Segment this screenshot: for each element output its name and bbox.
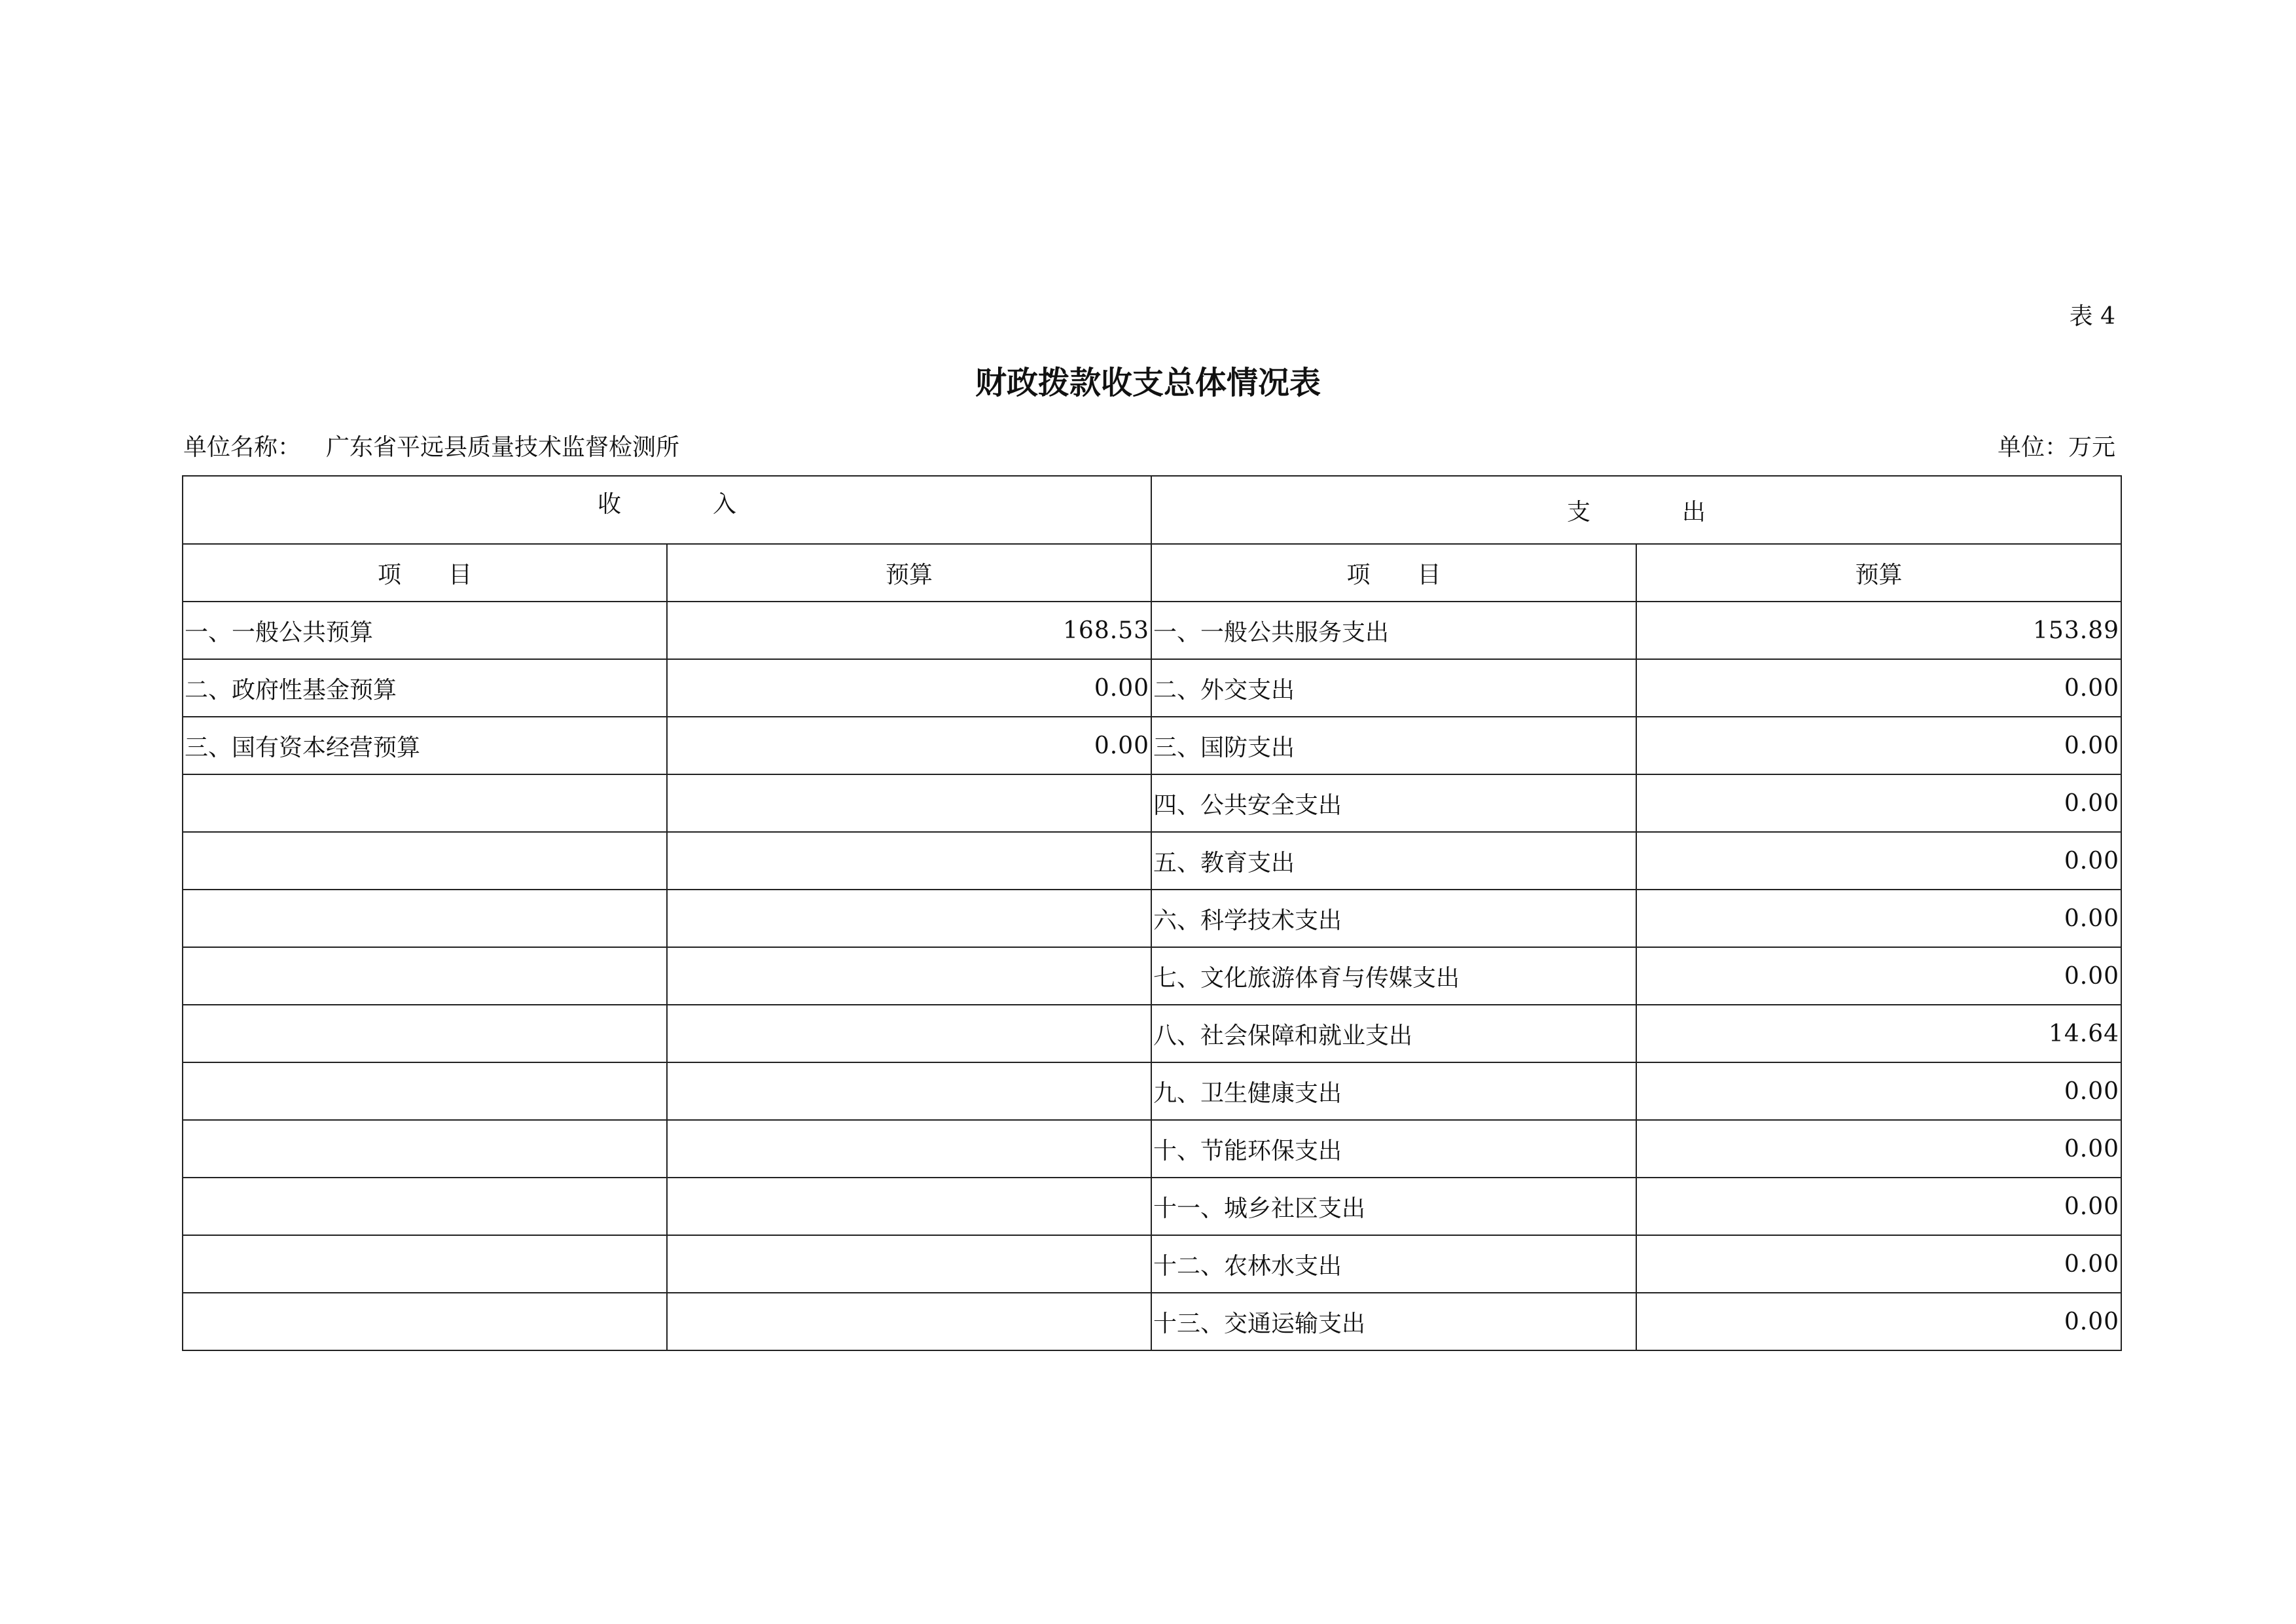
expense-budget-cell: 0.00 <box>1636 774 2121 832</box>
income-budget-cell <box>667 1293 1151 1350</box>
table-row <box>183 602 2121 659</box>
table-row <box>183 1062 2121 1120</box>
income-item-cell <box>183 832 667 890</box>
table-row <box>183 1178 2121 1235</box>
expense-budget-cell: 0.00 <box>1636 890 2121 947</box>
income-item-cell: 二、政府性基金预算 <box>183 659 667 717</box>
table-row <box>183 717 2121 774</box>
expense-budget-header: 预算 <box>1636 544 2121 602</box>
unit-info <box>183 432 679 463</box>
currency-unit: 单位：万元 <box>1997 434 2115 461</box>
income-item-cell <box>183 1293 667 1350</box>
expense-budget-cell: 0.00 <box>1636 947 2121 1005</box>
income-header-char-2: 入 <box>713 491 737 518</box>
table-number: 表 4 <box>2069 303 2115 330</box>
income-budget-cell: 0.00 <box>667 717 1151 774</box>
income-header-char-1: 收 <box>597 491 621 518</box>
table-row <box>183 774 2121 832</box>
income-budget-cell: 0.00 <box>667 659 1151 717</box>
income-item-cell <box>183 947 667 1005</box>
table-row <box>183 1120 2121 1178</box>
expense-header-char-2: 出 <box>1682 498 1706 526</box>
income-budget-header: 预算 <box>667 544 1151 602</box>
income-item-cell <box>183 1178 667 1235</box>
table-row <box>183 890 2121 947</box>
budget-table <box>182 475 2122 1351</box>
section-header-row <box>183 476 2121 544</box>
expense-item-cell: 二、外交支出 <box>1151 659 1636 717</box>
expense-item-cell: 四、公共安全支出 <box>1151 774 1636 832</box>
income-budget-cell <box>667 890 1151 947</box>
expense-item-cell: 十三、交通运输支出 <box>1151 1293 1636 1350</box>
table-row <box>183 1005 2121 1062</box>
income-item-header-char-1: 项 <box>377 561 401 588</box>
expense-item-cell: 七、文化旅游体育与传媒支出 <box>1151 947 1636 1005</box>
income-item-header-char-2: 目 <box>448 561 473 588</box>
expense-section-header <box>1151 476 2121 544</box>
expense-item-cell: 十二、农林水支出 <box>1151 1235 1636 1293</box>
income-section-header <box>183 476 1151 544</box>
expense-budget-cell: 0.00 <box>1636 832 2121 890</box>
table-row <box>183 1235 2121 1293</box>
income-budget-cell <box>667 1178 1151 1235</box>
expense-budget-cell: 0.00 <box>1636 717 2121 774</box>
unit-name-value: 广东省平远县质量技术监督检测所 <box>326 434 680 461</box>
expense-header-char-1: 支 <box>1566 498 1590 526</box>
column-header-row <box>183 544 2121 602</box>
income-budget-cell <box>667 1120 1151 1178</box>
meta-row <box>183 432 2115 463</box>
table-row <box>183 947 2121 1005</box>
expense-budget-cell: 0.00 <box>1636 1062 2121 1120</box>
income-budget-cell: 168.53 <box>667 602 1151 659</box>
income-budget-cell <box>667 1062 1151 1120</box>
table-row <box>183 659 2121 717</box>
income-item-cell <box>183 1005 667 1062</box>
expense-item-header-char-2: 目 <box>1417 561 1441 588</box>
income-item-cell <box>183 890 667 947</box>
expense-budget-cell: 153.89 <box>1636 602 2121 659</box>
expense-budget-cell: 0.00 <box>1636 1235 2121 1293</box>
income-item-cell: 三、国有资本经营预算 <box>183 717 667 774</box>
expense-item-cell: 一、一般公共服务支出 <box>1151 602 1636 659</box>
income-item-cell <box>183 1120 667 1178</box>
expense-item-cell: 五、教育支出 <box>1151 832 1636 890</box>
income-item-cell <box>183 1235 667 1293</box>
income-budget-cell <box>667 832 1151 890</box>
income-item-cell: 一、一般公共预算 <box>183 602 667 659</box>
expense-item-header-char-1: 项 <box>1346 561 1371 588</box>
income-item-cell <box>183 1062 667 1120</box>
expense-budget-cell: 0.00 <box>1636 1293 2121 1350</box>
expense-budget-cell: 14.64 <box>1636 1005 2121 1062</box>
expense-item-cell: 八、社会保障和就业支出 <box>1151 1005 1636 1062</box>
document-title: 财政拨款收支总体情况表 <box>975 365 1321 401</box>
expense-item-cell: 十一、城乡社区支出 <box>1151 1178 1636 1235</box>
income-item-cell <box>183 774 667 832</box>
expense-item-cell: 九、卫生健康支出 <box>1151 1062 1636 1120</box>
expense-budget-cell: 0.00 <box>1636 659 2121 717</box>
unit-name-label: 单位名称： <box>183 434 302 461</box>
income-budget-cell <box>667 1235 1151 1293</box>
expense-item-header <box>1151 544 1636 602</box>
table-row <box>183 1293 2121 1350</box>
income-budget-cell <box>667 947 1151 1005</box>
income-budget-cell <box>667 1005 1151 1062</box>
income-item-header <box>183 544 667 602</box>
income-budget-cell <box>667 774 1151 832</box>
expense-budget-cell: 0.00 <box>1636 1120 2121 1178</box>
expense-item-cell: 三、国防支出 <box>1151 717 1636 774</box>
table-row <box>183 832 2121 890</box>
expense-item-cell: 六、科学技术支出 <box>1151 890 1636 947</box>
expense-budget-cell: 0.00 <box>1636 1178 2121 1235</box>
expense-item-cell: 十、节能环保支出 <box>1151 1120 1636 1178</box>
